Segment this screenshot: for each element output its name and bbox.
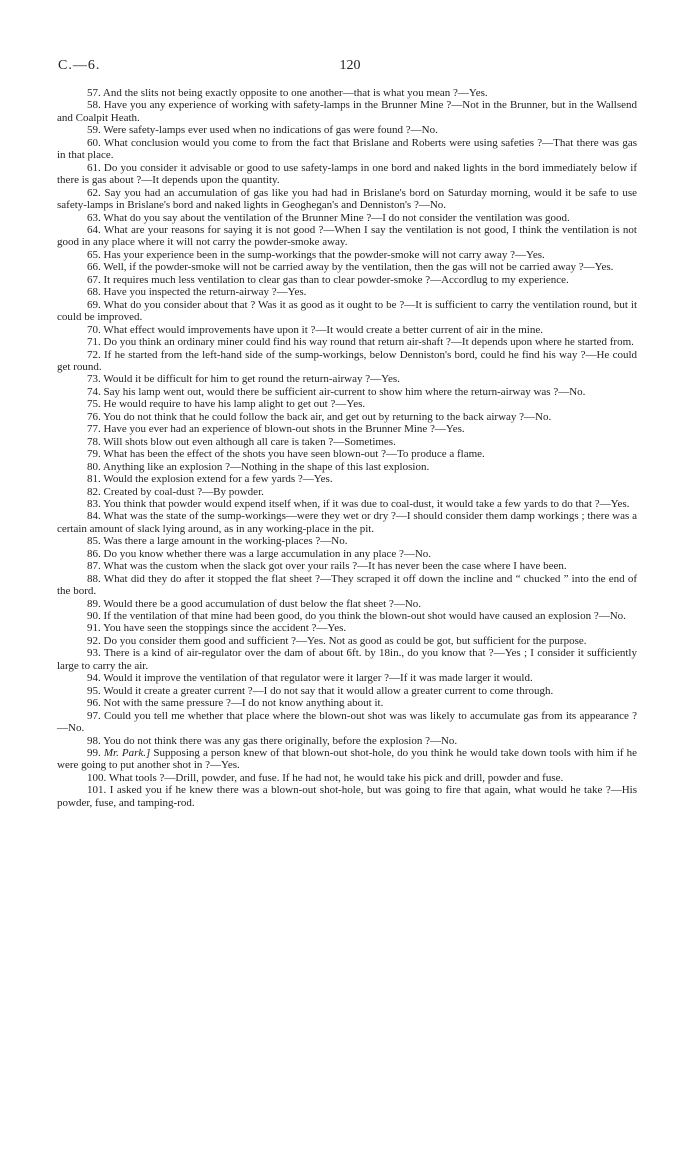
question-text: What are your reasons for saying it is not good ?—When I say the ventilation is not good, I think the ventilation is not good in any place where it will not carry the powder-smoke away. (57, 223, 637, 249)
question-paragraph (57, 548, 637, 560)
question-paragraph (57, 336, 637, 348)
question-text: What was the custom when the slack got over your rails ?—It has never been the case where I have been. (103, 560, 567, 573)
question-number: 72. (87, 348, 101, 361)
question-paragraph (57, 386, 637, 398)
question-number: 85. (87, 535, 101, 548)
question-paragraph (57, 411, 637, 423)
question-paragraph (57, 473, 637, 485)
question-text: Were safety-lamps ever used when no indications of gas were found ?—No. (103, 124, 438, 137)
question-text: Would there be a good accumulation of dust below the flat sheet ?—No. (103, 597, 422, 610)
question-number: 62. (87, 186, 101, 199)
question-paragraph (57, 99, 637, 124)
question-text: If the ventilation of that mine had been good, do you think the blown-out shot would have caused an explosion ?—No. (103, 610, 626, 623)
page-header (58, 58, 642, 78)
question-text: Have you any experience of working with safety-lamps in the Brunner Mine ?—Not in the Brunner, but in the Wallsend and Coalpit Heath. (57, 99, 637, 124)
question-number: 58. (87, 99, 101, 112)
question-paragraph (57, 710, 637, 735)
question-paragraph (57, 423, 637, 435)
question-paragraph (57, 299, 637, 324)
question-number: 75. (87, 398, 101, 411)
question-paragraph (57, 373, 637, 385)
question-paragraph (57, 249, 637, 261)
question-number: 97. (87, 709, 101, 722)
question-text: I asked you if he knew there was a blown-out shot-hole, but was going to fire that again, what would he take ?—His powder, fuse, and tamping-rod. (57, 784, 638, 809)
question-number: 99. (87, 747, 101, 760)
question-number: 95. (87, 684, 101, 697)
question-paragraph (57, 87, 637, 99)
question-paragraph (57, 212, 637, 224)
question-paragraph (57, 635, 637, 647)
question-text: And the slits not being exactly opposite to one another—that is what you mean ?—Yes. (102, 87, 488, 99)
question-text: Was there a large amount in the working-places ?—No. (103, 535, 348, 548)
question-paragraph (57, 461, 637, 473)
question-paragraph (57, 573, 637, 598)
question-text: You have seen the stoppings since the accident ?—Yes. (103, 622, 347, 635)
question-paragraph (57, 647, 637, 672)
question-number: 93. (87, 647, 101, 660)
question-text: Do you know whether there was a large accumulation in any place ?—No. (103, 547, 432, 560)
question-number: 70. (87, 323, 101, 336)
question-text: Would it be difficult for him to get round the return-airway ?—Yes. (103, 373, 400, 386)
question-text: Not with the same pressure ?—I do not know anything about it. (103, 697, 384, 710)
question-paragraph (57, 286, 637, 298)
question-paragraph (57, 187, 637, 212)
question-number: 57. (87, 87, 101, 99)
question-text: Would it improve the ventilation of that regulator were it larger ?—If it was made larger it would. (103, 672, 533, 685)
question-number: 100. (87, 771, 107, 784)
question-text: Anything like an explosion ?—Nothing in the shape of this last explosion. (102, 460, 430, 473)
question-text: Would the explosion extend for a few yards ?—Yes. (103, 473, 333, 486)
question-paragraph (57, 685, 637, 697)
page-number: 120 (339, 58, 361, 73)
question-number: 94. (87, 672, 101, 685)
question-text: Could you tell me whether that place where the blown-out shot was was likely to accumulate gas from its appearance ?—No. (57, 709, 638, 735)
speaker-label: Mr. Park.] (103, 747, 151, 760)
question-text: Will shots blow out even although all care is taken ?—Sometimes. (103, 435, 396, 448)
question-number: 101. (87, 784, 107, 797)
question-paragraph (57, 137, 637, 162)
question-number: 60. (87, 136, 101, 149)
question-number: 78. (87, 435, 101, 448)
question-paragraph (57, 261, 637, 273)
question-number: 82. (87, 485, 101, 498)
question-number: 80. (87, 460, 101, 473)
question-number: 74. (87, 385, 101, 398)
question-number: 84. (87, 510, 101, 523)
question-number: 77. (87, 423, 101, 436)
question-paragraph (57, 610, 637, 622)
question-text: If he started from the left-hand side of the sump-workings, below Denniston's bord, could he find his way ?—He could get round. (57, 348, 638, 373)
question-text: Do you think an ordinary miner could find his way round that return air-shaft ?—It depends upon where he started from. (103, 336, 634, 349)
question-text: Would it create a greater current ?—I do not say that it would allow a greater current to come through. (103, 684, 554, 697)
question-text: Do you consider them good and sufficient ?—Yes. Not as good as could be got, but sufficient for the purpose. (103, 634, 587, 647)
question-paragraph (57, 510, 637, 535)
question-number: 88. (87, 572, 101, 585)
question-text: What did they do after it stopped the flat sheet ?—They scraped it off down the incline and “ chucked ” into the end of the bord. (57, 572, 637, 598)
question-text: He would require to have his lamp alight to get out ?—Yes. (103, 398, 366, 411)
question-text: Has your experience been in the sump-workings that the powder-smoke will not carry away ?—Yes. (103, 248, 545, 261)
question-text: You think that powder would expend itself when, if it was due to coal-dust, it would take a few yards to do that ?—Yes. (103, 497, 630, 510)
question-paragraph (57, 672, 637, 684)
question-paragraph (57, 124, 637, 136)
question-text: Say his lamp went out, would there be sufficient air-current to show him where the return-airway was ?—No. (103, 385, 586, 398)
question-text: What do you say about the ventilation of the Brunner Mine ?—I do not consider the ventilation was good. (103, 211, 570, 224)
question-number: 63. (87, 211, 101, 224)
question-number: 83. (87, 497, 101, 510)
question-number: 68. (87, 286, 101, 299)
question-text: Well, if the powder-smoke will not be carried away by the ventilation, then the gas will not be carried away ?—Yes. (103, 261, 614, 274)
question-paragraph (57, 498, 637, 510)
document-reference: C.—6. (58, 58, 101, 73)
question-paragraph (57, 598, 637, 610)
question-text: Have you inspected the return-airway ?—Yes. (103, 286, 307, 299)
question-paragraph (57, 162, 637, 187)
question-number: 73. (87, 373, 101, 386)
question-number: 66. (87, 261, 101, 274)
question-text: What effect would improvements have upon it ?—It would create a better current of air in the mine. (103, 323, 543, 336)
question-text: Supposing a person knew of that blown-out shot-hole, do you think he would take down tools with him if he were going to put another shot in ?—Yes. (57, 747, 638, 772)
question-text: It requires much less ventilation to clear gas than to clear powder-smoke ?—Accordlug to my experience. (103, 273, 569, 286)
question-paragraph (57, 747, 637, 772)
question-paragraph (57, 448, 637, 460)
question-number: 91. (87, 622, 101, 635)
question-paragraph (57, 697, 637, 709)
question-text: You do not think that he could follow the back air, and get out by returning to the back airway ?—No. (103, 410, 552, 423)
question-paragraph (57, 486, 637, 498)
question-number: 65. (87, 248, 101, 261)
question-number: 67. (87, 273, 101, 286)
question-number: 98. (87, 734, 101, 747)
question-text: What has been the effect of the shots you have seen blown-out ?—To produce a flame. (103, 448, 485, 461)
question-paragraph (57, 224, 637, 249)
question-paragraph (57, 535, 637, 547)
question-paragraph (57, 398, 637, 410)
document-body (57, 87, 637, 809)
question-paragraph (57, 324, 637, 336)
question-paragraph (57, 784, 637, 809)
question-number: 61. (87, 161, 101, 174)
question-number: 90. (87, 610, 101, 623)
question-paragraph (57, 772, 637, 784)
question-paragraph (57, 622, 637, 634)
question-number: 64. (87, 223, 101, 236)
question-paragraph (57, 349, 637, 374)
question-number: 71. (87, 336, 101, 349)
question-number: 92. (87, 634, 101, 647)
question-text: Have you ever had an experience of blown-out shots in the Brunner Mine ?—Yes. (103, 423, 465, 436)
question-paragraph (57, 436, 637, 448)
question-text: Say you had an accumulation of gas like you had had in Brislane's bord on Saturday morning, would it be safe to use safety-lamps in Brislane's bord and naked lights in Geoghegan's and Denniston's ?—No. (57, 186, 638, 212)
question-text: What do you consider about that ? Was it as good as it ought to be ?—It is sufficient to carry the ventilation round, but it could be improved. (57, 298, 637, 324)
question-number: 69. (87, 298, 101, 311)
question-number: 79. (87, 448, 101, 461)
question-number: 86. (87, 547, 101, 560)
question-text: What conclusion would you come to from the fact that Brislane and Roberts were using safeties ?—That there was gas in that place. (57, 136, 637, 162)
question-text: What was the state of the sump-workings—were they wet or dry ?—I should consider them damp workings ; there was a certain amount of slack lying around, as in any working-place in the pit. (57, 510, 637, 535)
question-paragraph (57, 274, 637, 286)
question-number: 76. (87, 410, 101, 423)
question-text: Do you consider it advisable or good to use safety-lamps in one bord and naked lights in the bord immediately below if there is gas about ?—It depends upon the quantity. (57, 161, 638, 187)
question-number: 96. (87, 697, 101, 710)
question-number: 89. (87, 597, 101, 610)
question-text: What tools ?—Drill, powder, and fuse. If he had not, he would take his pick and drill, powder and fuse. (108, 771, 564, 784)
question-text: Created by coal-dust ?—By powder. (103, 485, 264, 498)
question-number: 59. (87, 124, 101, 137)
question-number: 87. (87, 560, 101, 573)
question-text: There is a kind of air-regulator over the dam of about 6ft. by 18in., do you know that ?—Yes ; I consider it sufficiently large to carry the air. (57, 647, 637, 672)
question-paragraph (57, 560, 637, 572)
question-paragraph (57, 735, 637, 747)
question-text: You do not think there was any gas there originally, before the explosion ?—No. (103, 734, 458, 747)
question-number: 81. (87, 473, 101, 486)
